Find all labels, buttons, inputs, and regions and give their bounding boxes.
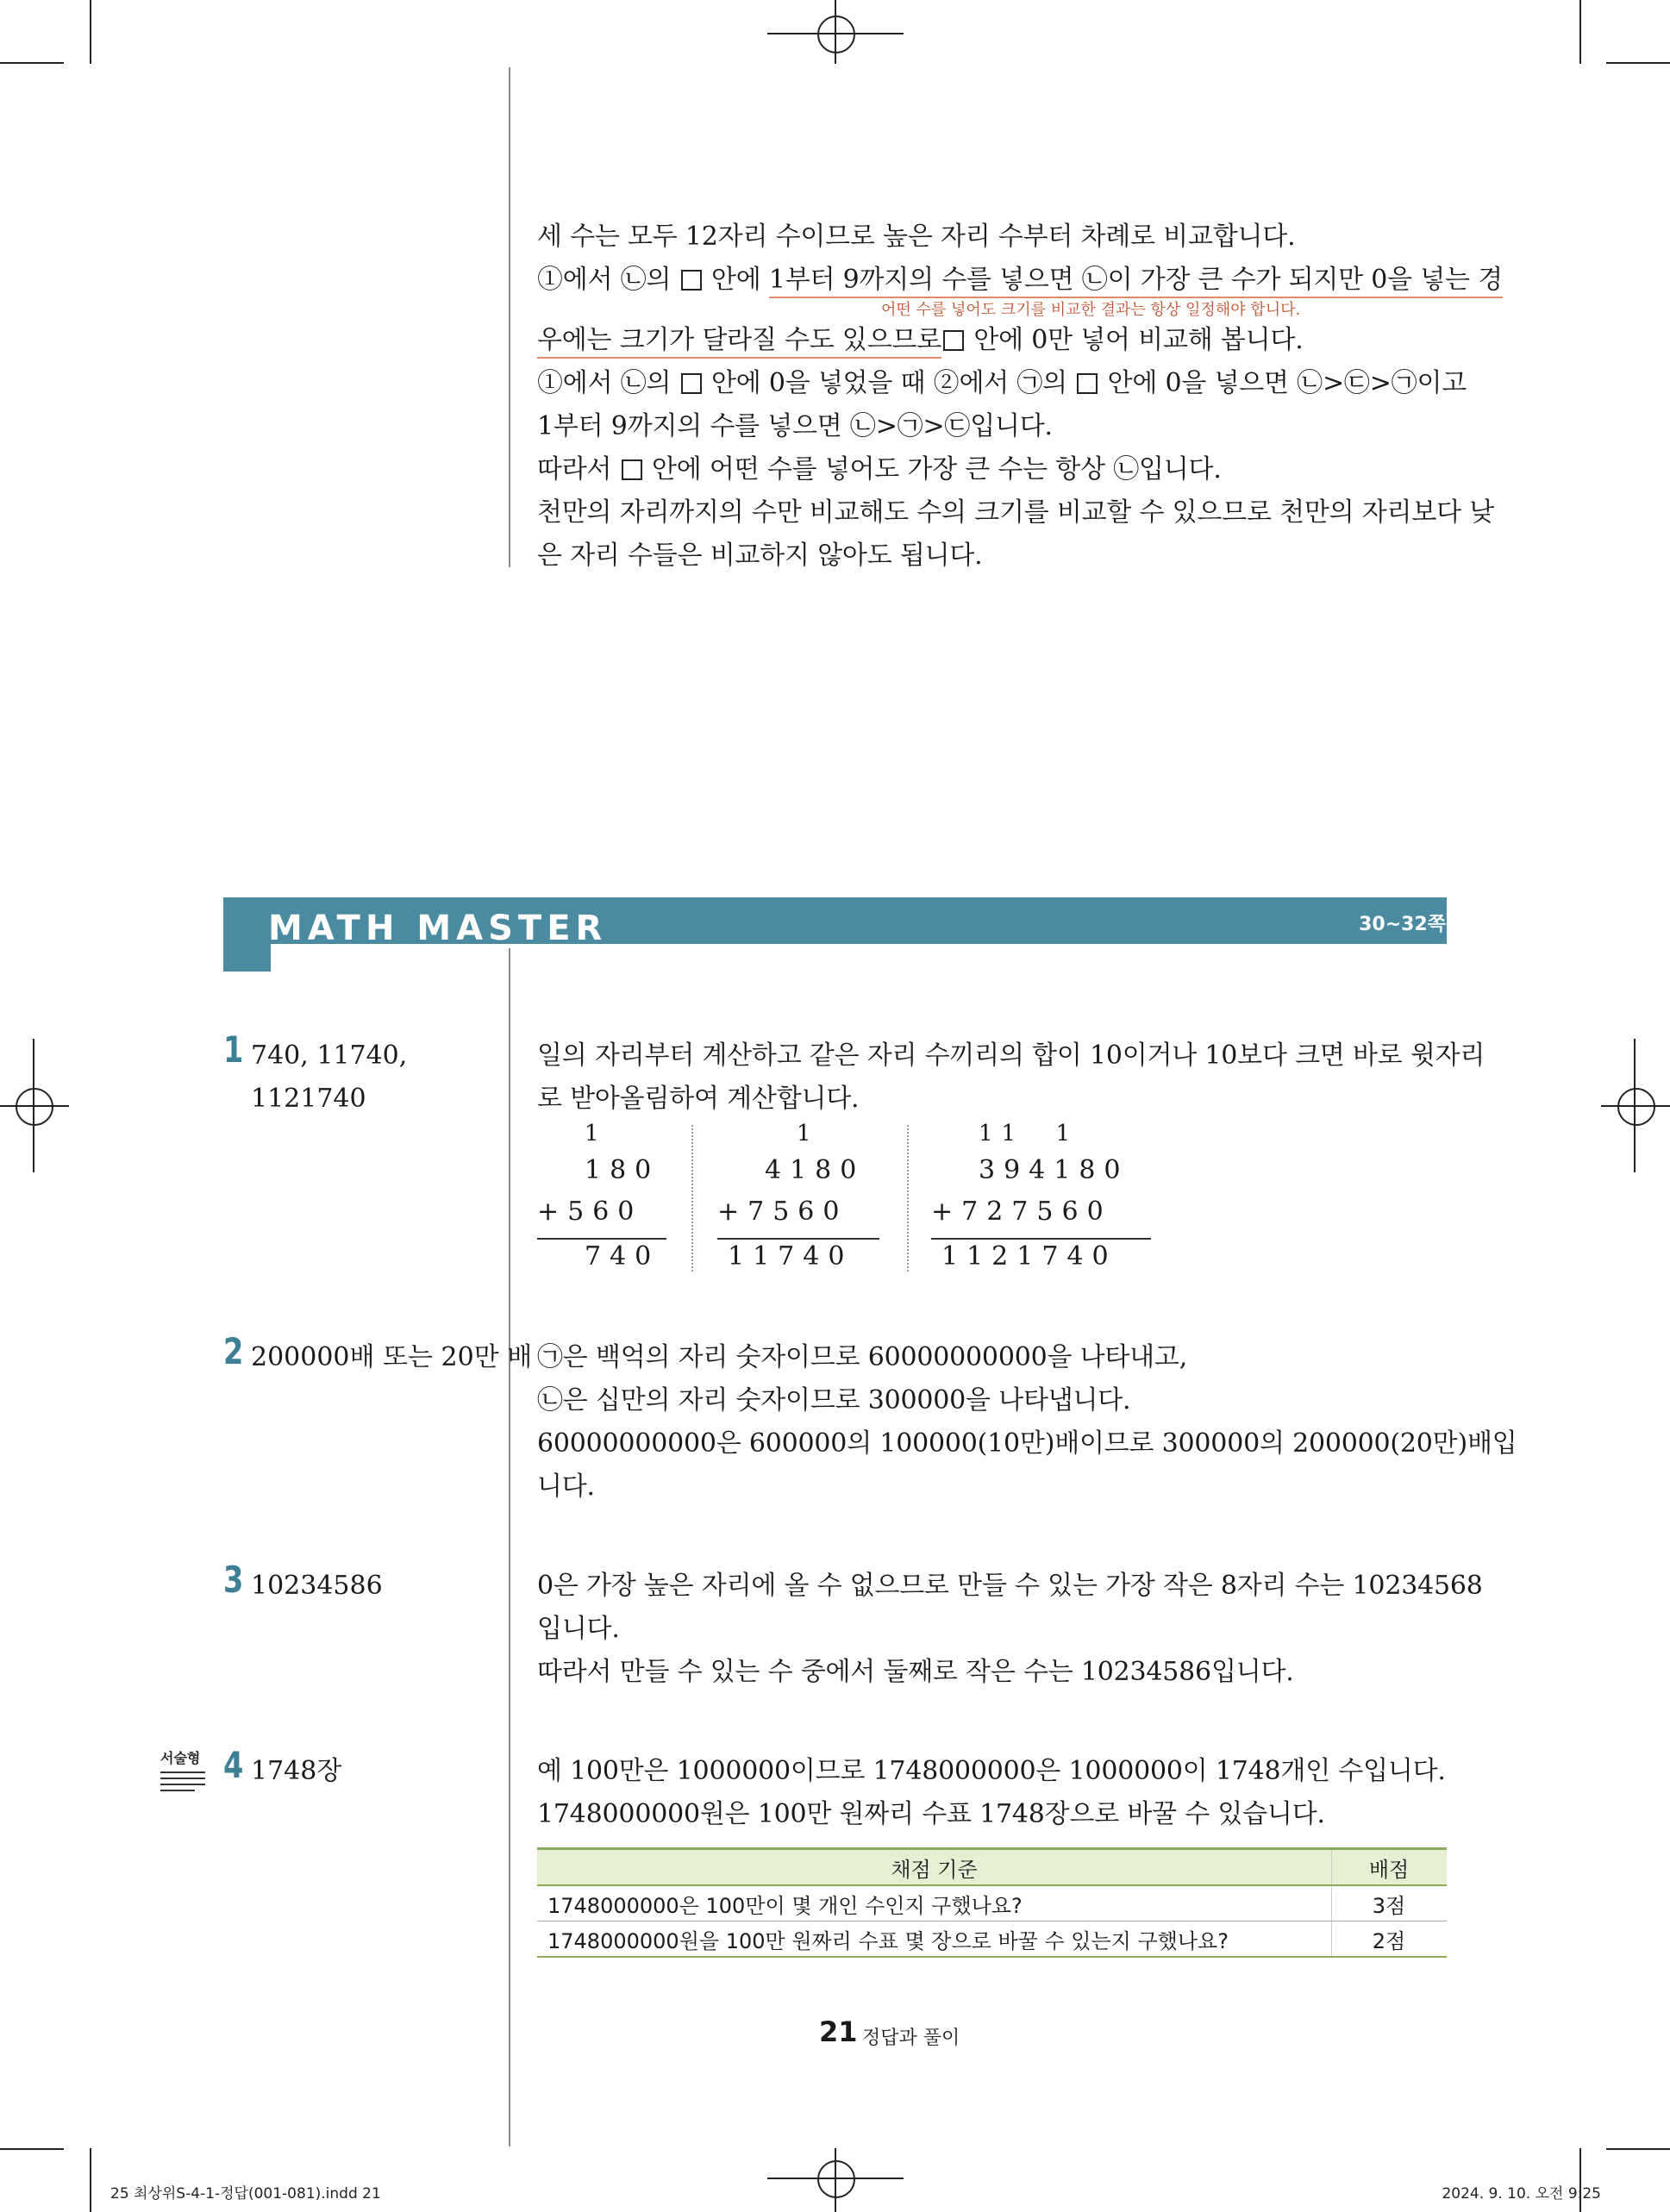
question-number: 2 — [223, 1330, 244, 1372]
carry-digits: 11 1 — [979, 1121, 1079, 1147]
table-cell: 3점 — [1332, 1885, 1448, 1921]
answer: 740, 11740, 1121740 — [251, 1040, 408, 1114]
intro-line: 따라서 안에 어떤 수를 넣어도 가장 큰 수는 항상 ㉡입니다. — [537, 454, 1222, 484]
addition-calc — [537, 1121, 688, 1276]
banner-title: MATH MASTER — [268, 909, 608, 948]
sum-line — [931, 1238, 1151, 1240]
registration-mark — [1617, 1088, 1655, 1126]
question-number: 3 — [223, 1559, 244, 1601]
addition-calc — [931, 1121, 1155, 1276]
question-number: 4 — [223, 1744, 244, 1786]
footer-label: 정답과 풀이 — [862, 2028, 960, 2049]
calc-separator — [691, 1125, 693, 1272]
answer: 200000배 또는 20만 배 — [251, 1342, 533, 1372]
blank-box-icon — [681, 373, 702, 394]
print-timestamp: 2024. 9. 10. 오전 9:25 — [1442, 2185, 1601, 2203]
crop-mark — [1606, 62, 1670, 64]
underlined-text: 1부터 9까지의 수를 넣으면 ㉡이 가장 큰 수가 되지만 0을 넣는 경 — [769, 265, 1503, 298]
addend: +560 — [537, 1197, 643, 1227]
intro-line: 1부터 9까지의 수를 넣으면 ㉡>㉠>㉢입니다. — [537, 411, 1053, 441]
intro-line: 세 수는 모두 12자리 수이므로 높은 자리 수부터 차례로 비교합니다. — [537, 222, 1296, 252]
table-row — [537, 1885, 1447, 1921]
addend: 394180 — [979, 1155, 1129, 1185]
crop-mark — [1606, 2148, 1670, 2150]
registration-line — [33, 1039, 34, 1172]
answer: 1748장 — [251, 1756, 342, 1786]
underlined-text: 우에는 크기가 달라질 수도 있으므로 — [537, 325, 941, 359]
table-cell: 1748000000은 100만이 몇 개인 수인지 구했나요? — [537, 1885, 1332, 1921]
intro-line: ①에서 ㉡의 안에 1부터 9까지의 수를 넣으면 ㉡이 가장 큰 수가 되지만 0을 넣는 경 — [537, 259, 1447, 302]
addend: 4180 — [765, 1155, 866, 1185]
file-slug: 25 최상위S-4-1-정답(001-081).indd 21 — [110, 2185, 381, 2203]
intro-line: 은 자리 수들은 비교하지 않아도 됩니다. — [537, 541, 983, 571]
explanation: 일의 자리부터 계산하고 같은 자리 수끼리의 합이 10이거나 10보다 크면 바로 윗자리 로 받아올림하여 계산합니다. — [537, 1040, 1485, 1114]
table-header: 채점 기준 — [537, 1849, 1332, 1886]
registration-mark — [817, 2160, 855, 2198]
descriptive-tag — [160, 1747, 205, 1791]
intro-line: 우에는 크기가 달라질 수도 있으므로 안에 0만 넣어 비교해 봅니다. — [537, 319, 1447, 362]
explanation: ㉠은 백억의 자리 숫자이므로 60000000000을 나타내고, ㉡은 십만의 자리 숫자이므로 300000을 나타냅니다. 60000000000은 600000의 100000(10만)배이므로 300000의 200000(20만)배입 니다. — [537, 1342, 1517, 1502]
crop-mark — [90, 2148, 91, 2212]
carry-digits: 1 — [585, 1121, 608, 1147]
tag-label: 서술형 — [160, 1750, 201, 1766]
carry-digits: 1 — [797, 1121, 820, 1147]
registration-mark — [817, 16, 855, 53]
registration-mark — [16, 1088, 53, 1126]
page-number: 21 — [819, 2015, 858, 2048]
margin-note: 어떤 수를 넣어도 크기를 비교한 결과는 항상 일정해야 합니다. — [881, 301, 1301, 319]
registration-line — [1601, 1105, 1670, 1107]
sum: 1121740 — [941, 1241, 1117, 1272]
blank-box-icon — [1077, 373, 1098, 394]
answer: 10234586 — [251, 1571, 383, 1601]
crop-mark — [1579, 0, 1581, 64]
crop-mark — [0, 2148, 64, 2150]
explanation: 0은 가장 높은 자리에 올 수 없으므로 만들 수 있는 가장 작은 8자리 수는 10234568 입니다. 따라서 만들 수 있는 수 중에서 둘째로 작은 수는 10234586입니다. — [537, 1571, 1483, 1687]
question-number: 1 — [223, 1028, 244, 1071]
blank-box-icon — [943, 330, 964, 351]
intro-explanation — [537, 216, 1503, 578]
table-cell: 1748000000원을 100만 원짜리 수표 몇 장으로 바꿀 수 있는지 구했나요? — [537, 1921, 1332, 1958]
column-divider — [509, 948, 510, 2146]
intro-line: ①에서 ㉡의 안에 0을 넣었을 때 ②에서 ㉠의 안에 0을 넣으면 ㉡>㉢>㉠이고 — [537, 368, 1467, 398]
addend: 180 — [585, 1155, 660, 1185]
sum-line — [717, 1238, 879, 1240]
sum-line — [537, 1238, 666, 1240]
crop-mark — [0, 62, 64, 64]
sum: 740 — [585, 1241, 660, 1272]
registration-line — [835, 0, 836, 64]
crop-mark — [90, 0, 91, 64]
blank-box-icon — [622, 459, 642, 480]
addend: +727560 — [931, 1197, 1112, 1227]
column-divider — [509, 67, 510, 567]
registration-line — [1634, 1039, 1636, 1172]
table-header: 배점 — [1332, 1849, 1448, 1886]
registration-line — [835, 2148, 836, 2212]
table-cell: 2점 — [1332, 1921, 1448, 1958]
table-row — [537, 1921, 1447, 1958]
registration-line — [0, 1105, 69, 1107]
scoring-table — [537, 1847, 1447, 1958]
blank-box-icon — [681, 270, 702, 291]
addition-calc — [717, 1121, 890, 1276]
explanation: 예 100만은 1000000이므로 1748000000은 1000000이 1748개인 수입니다. 1748000000원은 100만 원짜리 수표 1748장으로 바꿀 수 있습니다. — [537, 1756, 1446, 1829]
banner-page-range: 30~32쪽 — [1359, 914, 1446, 935]
calc-separator — [907, 1125, 909, 1272]
sum: 11740 — [728, 1241, 854, 1272]
intro-line: 천만의 자리까지의 수만 비교해도 수의 크기를 비교할 수 있으므로 천만의 자리보다 낮 — [537, 497, 1494, 528]
table-header-row — [537, 1849, 1447, 1886]
addend: +7560 — [717, 1197, 848, 1227]
